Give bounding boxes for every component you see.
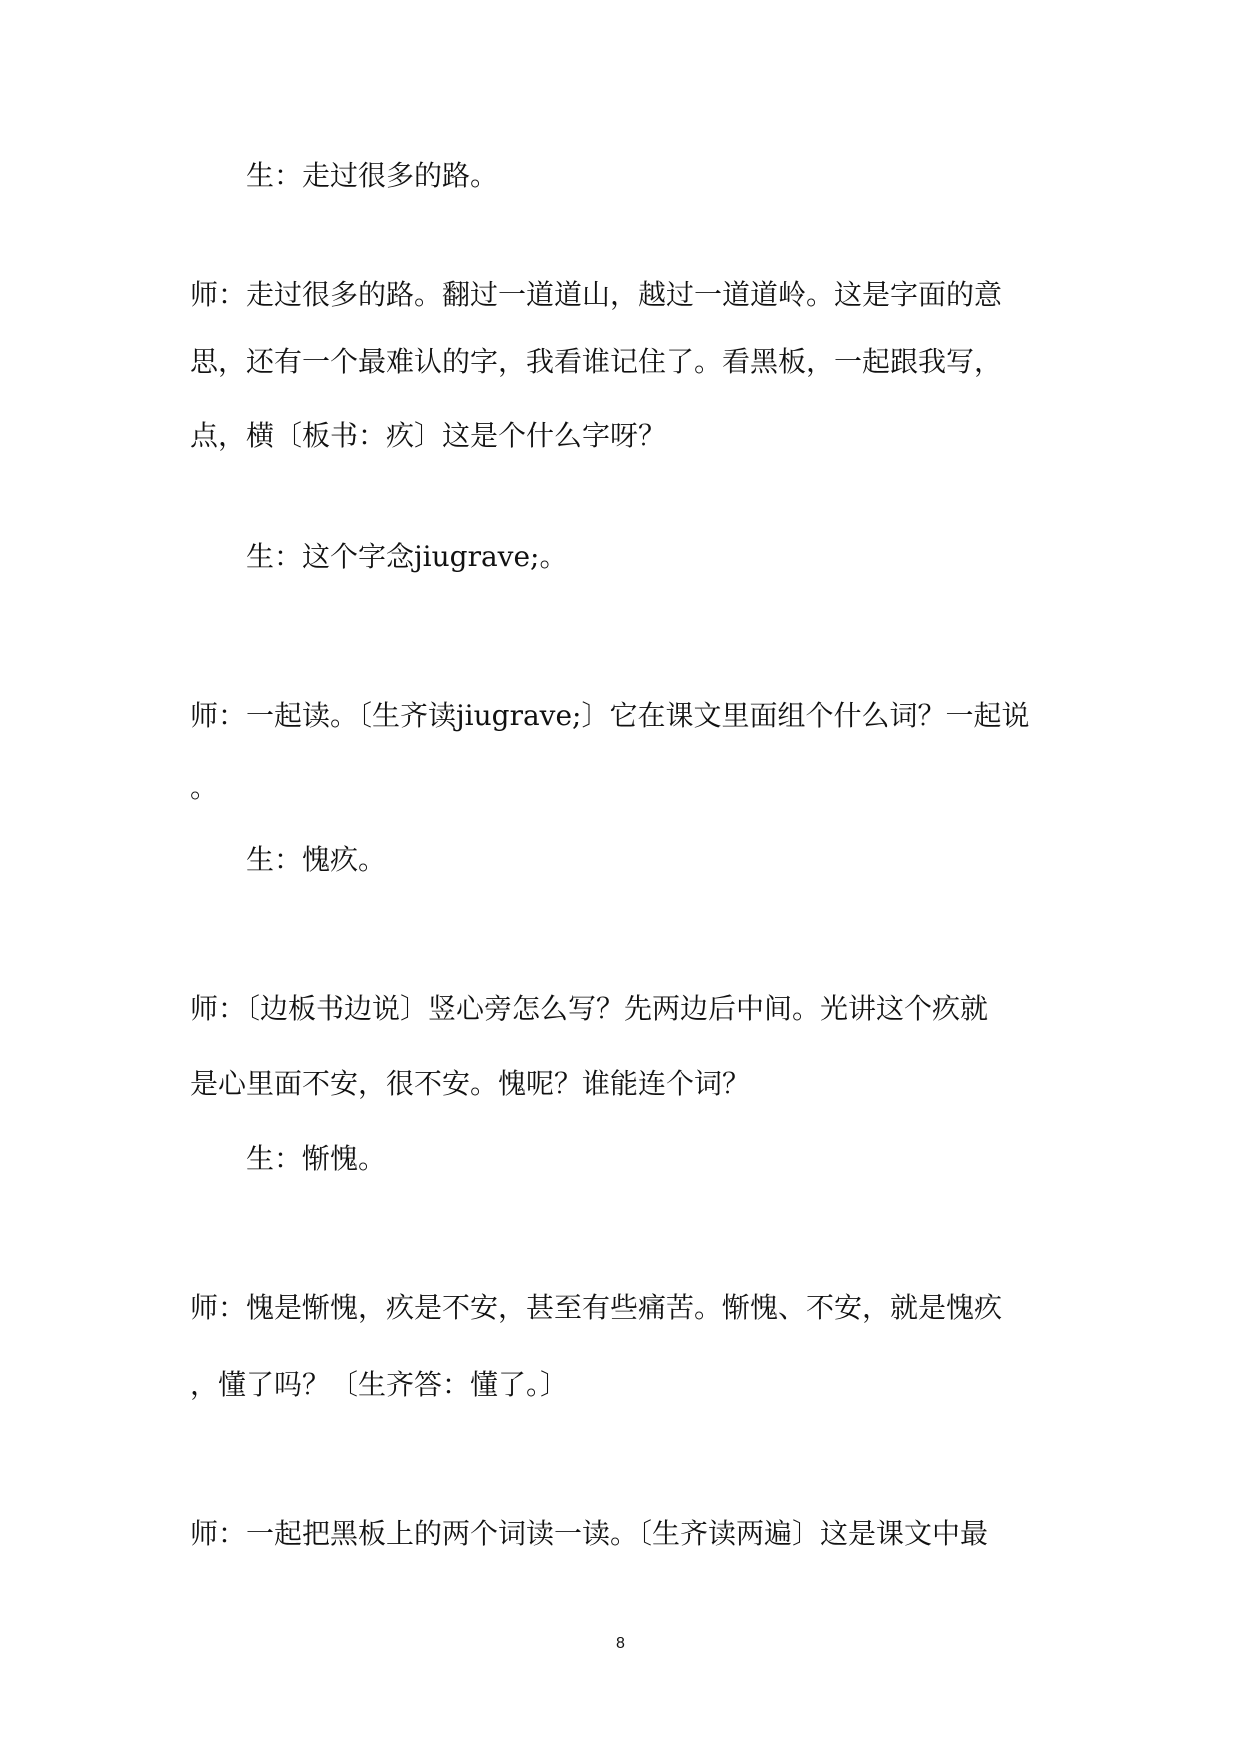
text-line: 师：走过很多的路。翻过一道道山，越过一道道岭。这是字面的意 (190, 278, 1003, 311)
text-line: 生：走过很多的路。 (246, 159, 499, 192)
text-line: 师：一起把黑板上的两个词读一读。〔生齐读两遍〕这是课文中最 (190, 1517, 989, 1550)
text-line: 师：一起读。〔生齐读jiugrave;〕它在课文里面组个什么词？一起说 (190, 699, 1030, 732)
text-line: 师：〔边板书边说〕竖心旁怎么写？先两边后中间。光讲这个疚就 (190, 992, 989, 1025)
text-line: 生：这个字念jiugrave;。 (246, 540, 568, 573)
text-line: ，懂了吗？〔生齐答：懂了。〕 (190, 1368, 569, 1401)
text-line: 思，还有一个最难认的字，我看谁记住了。看黑板，一起跟我写， (190, 345, 1003, 378)
text-line: 生：愧疚。 (246, 843, 387, 876)
text-line: 生：惭愧。 (246, 1142, 387, 1175)
text-line: 点，横〔板书：疚〕这是个什么字呀？ (190, 419, 667, 452)
text-line: 。 (190, 771, 219, 804)
text-line: 是心里面不安，很不安。愧呢？谁能连个词？ (190, 1067, 751, 1100)
text-line: 师：愧是惭愧，疚是不安，甚至有些痛苦。惭愧、不安，就是愧疚 (190, 1291, 1003, 1324)
page-number: 8 (616, 1635, 625, 1652)
